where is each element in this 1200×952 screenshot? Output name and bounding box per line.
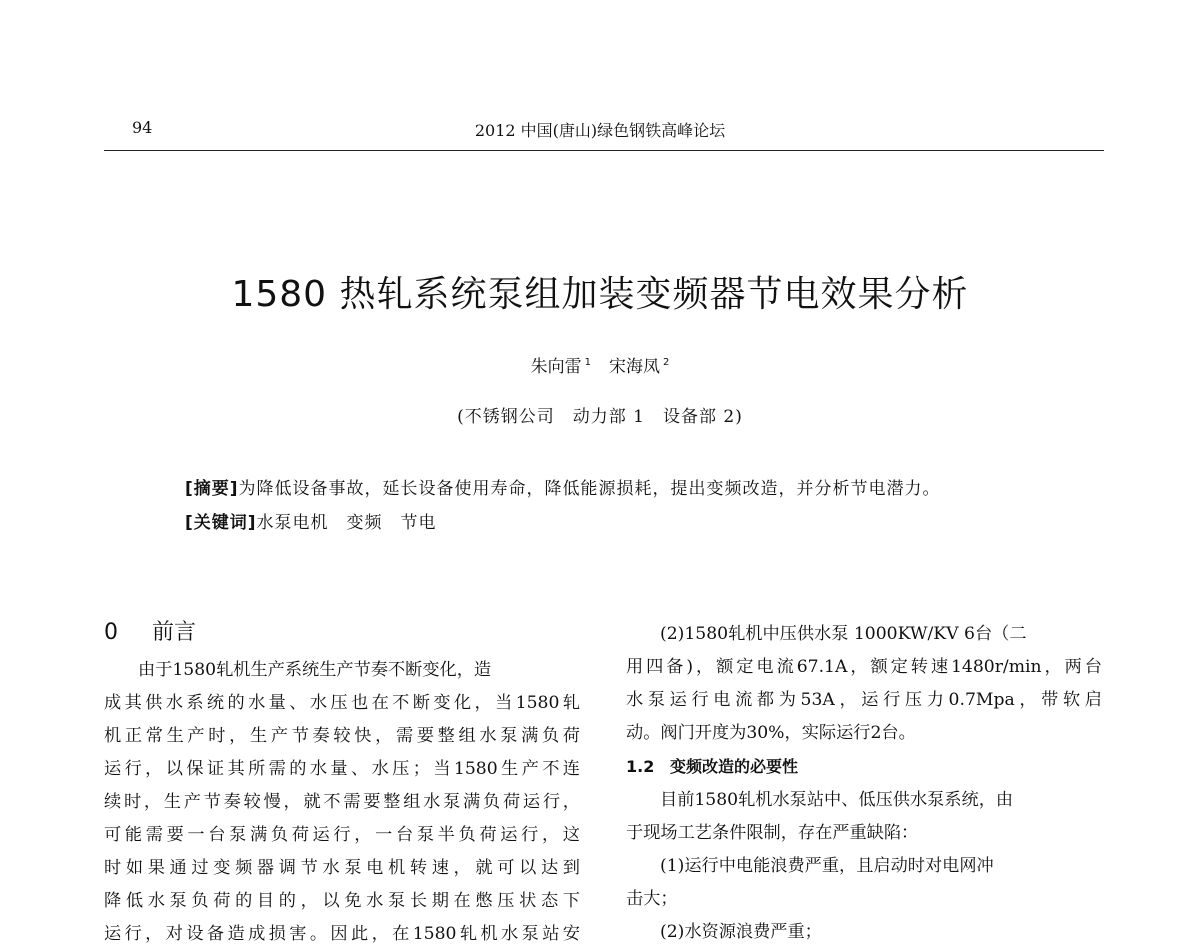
paragraph-line: 可能需要一台泵满负荷运行，一台泵半负荷运行，这 — [104, 825, 580, 845]
abstract-text: 为降低设备事故，延长设备使用寿命，降低能源损耗，提出变频改造，并分析节电潜力。 — [238, 479, 941, 499]
paragraph-line: 动。阀门开度为30%，实际运行2台。 — [626, 723, 916, 743]
section-title: 前言 — [152, 620, 197, 645]
subsection-number: 1.2 — [626, 757, 655, 776]
paragraph-line: 成其供水系统的水量、水压也在不断变化，当1580轧 — [104, 693, 580, 713]
abstract-label: [摘要] — [185, 479, 239, 499]
abstract — [185, 474, 941, 499]
paper-title: 1580 热轧系统泵组加装变频器节电效果分析 — [231, 274, 969, 315]
paragraph-line: 降低水泵负荷的目的，以免水泵长期在憋压状态下 — [104, 891, 580, 911]
paragraph-line: 机正常生产时，生产节奏较快，需要整组水泵满负荷 — [104, 726, 580, 746]
author-affiliation-mark: 1 — [584, 357, 591, 368]
running-header: 2012 中国(唐山)绿色钢铁高峰论坛 — [474, 121, 726, 140]
paragraph-line: 于现场工艺条件限制，存在严重缺陷： — [626, 823, 919, 843]
affiliation: (不锈钢公司 动力部 1 设备部 2) — [457, 407, 743, 427]
keywords-label: [关键词] — [185, 513, 257, 533]
paragraph-line: 击大； — [626, 889, 678, 909]
paragraph-line: 由于1580轧机生产系统生产节奏不断变化，造 — [138, 660, 492, 680]
paragraph-line: (2)1580轧机中压供水泵 1000KW/KV 6台（二 — [660, 624, 1027, 644]
paragraph-line: (1)运行中电能浪费严重，且启动时对电网冲 — [660, 856, 994, 876]
paragraph-line: (2)水资源浪费严重； — [660, 922, 822, 942]
subsection-title: 变频改造的必要性 — [670, 757, 799, 776]
section-number: 0 — [104, 620, 118, 645]
left-column — [104, 618, 580, 951]
paragraph-line: 目前1580轧机水泵站中、低压供水泵系统，由 — [660, 790, 1014, 810]
author-list — [0, 352, 1200, 377]
subsection-heading — [626, 750, 1102, 784]
section-heading — [104, 618, 580, 654]
author-affiliation-mark: 2 — [663, 357, 670, 368]
keywords-text: 水泵电机 变频 节电 — [256, 513, 437, 533]
keywords — [185, 508, 437, 533]
paragraph-line: 水泵运行电流都为53A，运行压力0.7Mpa，带软启 — [626, 690, 1102, 710]
author-name: 朱向雷 — [530, 357, 582, 377]
page-number: 94 — [132, 118, 153, 137]
header-rule — [104, 150, 1104, 151]
paragraph-line: 运行，以保证其所需的水量、水压；当1580生产不连 — [104, 759, 580, 779]
paragraph-line: 续时，生产节奏较慢，就不需要整组水泵满负荷运行， — [104, 792, 580, 812]
paragraph-line: 运行，对设备造成损害。因此，在1580轧机水泵站安 — [104, 924, 580, 944]
paragraph-line: 用四备)，额定电流67.1A，额定转速1480r/min，两台 — [626, 657, 1102, 677]
right-column — [626, 618, 1102, 949]
author-name: 宋海凤 — [609, 357, 660, 377]
paragraph-line: 时如果通过变频器调节水泵电机转速，就可以达到 — [104, 858, 580, 878]
